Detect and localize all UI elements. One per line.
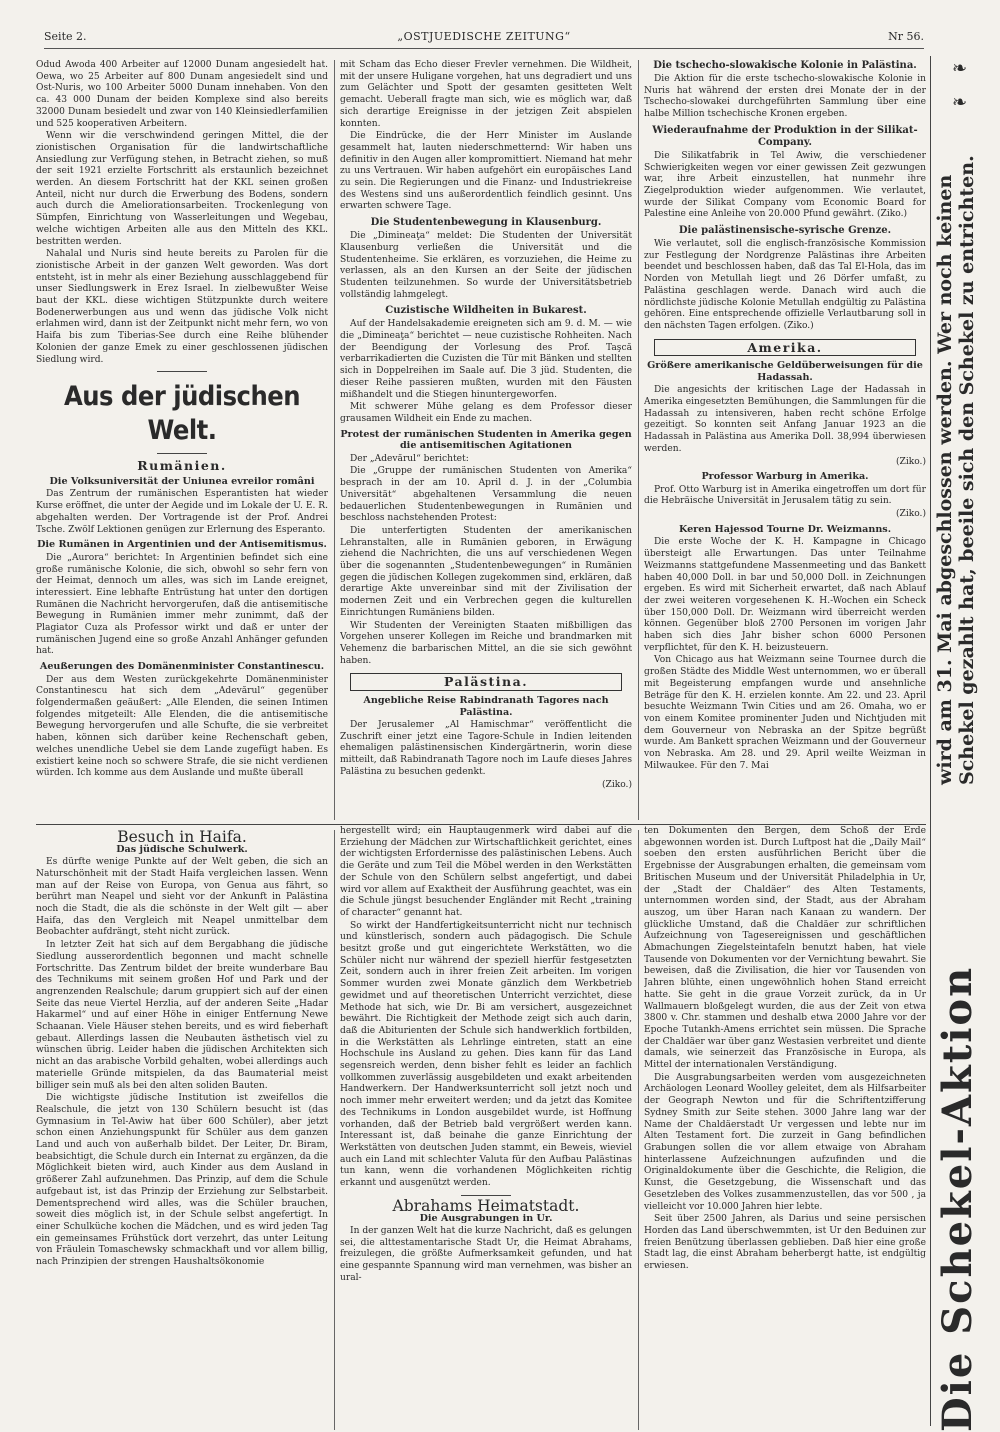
paragraph: mit Scham das Echo dieser Frevler vernehmen. Die Wildheit, mit der unsere Huligane vorgehen, hat uns degradiert und uns zum Gelächter und Spott der gesamten gesitteten Welt gemacht. Ueberall fragte man sich, wie es möglich war, daß sich derartige Ereignisse in der jetzigen Zeit abspielen konnten. xyxy=(340,60,632,129)
signature: (Ziko.) xyxy=(895,509,926,520)
article-title: Besuch in Haifa. xyxy=(117,830,247,846)
advertisement-line: Schekel gezahlt hat, beeile sich den Schekel zu entrichten. xyxy=(956,155,978,785)
paragraph: Wir Studenten der Vereinigten Staaten mißbilligen das Vorgehen unserer Kollegen im Reiche und brandmarken mit Vehemenz die barbarischen Mittel, an die sie sich gewöhnt haben. xyxy=(340,620,632,666)
article-subtitle: Das jüdische Schulwerk. xyxy=(116,843,248,855)
column-rule xyxy=(638,830,639,1430)
page-number: Seite 2. xyxy=(44,30,87,43)
paragraph: Nahalal und Nuris sind heute bereits zu Parolen für die zionistische Arbeit in der ganzen Welt geworden. Was dort entsteht, ist in mehr als einer Beziehung ausschlaggebend für unser Siedlungswerk in Erez Israel. In zielbewußter Weise baut der KKL. diese wichtigen Stützpunkte durch weitere Bodenerwerbungen aus und wenn das jüdische Volk nicht erlahmen wird, dann ist der Zeitpunkt nicht mehr fern, wo von Haifa bis zum Tiberias-See durch eine Reihe blühender Kolonien der ganze Emek zu einer geschlossenen jüdischen Siedlung wird. xyxy=(36,249,328,365)
lower-column-2 xyxy=(340,826,632,1430)
paragraph: Wie verlautet, soll die englisch-französische Kommission zur Festlegung der Nordgrenze Palästinas ihre Arbeiten beendet und beschlossen haben, daß das Tal El-Hola, das im Norden von Metullah liegt und 26 Dörfer umfaßt, zu Palästina geschlagen werde. Danach wird auch die nördlichste jüdische Kolonie Metullah endgültig zu Palästina gehören. Eine entsprechende offizielle Verlautbarung soll in den nächsten Tagen erfolgen. (Ziko.) xyxy=(644,239,926,331)
paragraph: Der „Adevărul“ berichtet: xyxy=(350,453,469,464)
article-headline: Die palästinensische-syrische Grenze. xyxy=(678,225,892,237)
country-heading: Rumänien. xyxy=(137,458,227,474)
article-headline: Angebliche Reise Rabindranath Tagores nach Palästina. xyxy=(363,695,609,718)
schekel-advertisement xyxy=(930,40,990,1430)
paragraph: Die erste Woche der K. H. Kampagne in Chicago übersteigt alle Erwartungen. Das unter Teilnahme Weizmanns stattgefundene Massenmeeting und das Bankett haben 40,000 Doll. in bar und 50,000 Doll. in Zeichnungen ergeben. Es wird mit Sicherheit erwartet, daß nach Ablauf der zwei weiteren vorgesehenen K. H.-Wochen ein Scheck über 150,000 Doll. Dr. Weizmann wird überreicht werden können. Gegenüber bloß 2700 Personen im vorigen Jahr haben sich dies Jahr bisher schon 6000 Personen verpflichtet, für den K. H. beizusteuern. xyxy=(644,537,926,653)
paragraph: Auf der Handelsakademie ereigneten sich am 9. d. M. — wie die „Dimineaţa“ berichtet — neue cuzistische Rohheiten. Nach der Beendigung der Vorlesung des Prof. Taşcă verbarrikadierten die Cuzisten die Tür mit Bänken und stellten sich in Doppelreihen im Saale auf. Die 3 jüd. Studenten, die dieser Reihe passieren mußten, wurden mit den Fäusten mißhandelt und die Stiegen hinuntergeworfen. xyxy=(340,319,632,400)
paragraph: So wirkt der Handfertigkeitsunterricht nicht nur technisch und künstlerisch, sondern auch pädagogisch. Die Schule besitzt große und gut eingerichtete Werkstätten, wo die Schüler nicht nur während der speziell hierfür festgesetzten Zeit, sondern auch in ihrer freien Zeit arbeiten. Im vorigen Sommer wurden zwei Monate gänzlich dem Werkbetrieb gewidmet und auf theoretischen Unterricht verzichtet, diese Methode hat sich, wie Dr. Bi am versichert, ausgezeichnet bewährt. Die Richtigkeit der Methode zeigt sich auch darin, daß die Abiturienten der Schule sich handwerklich fortbilden, in die Werkstätten als Lehrlinge eintreten, statt an eine Hochschule ins Ausland zu gehen. Dies kann für das Land segensreich werden, denn bisher fehlt es leider an fachlich vollkommen zuverlässig ausgebildeten und exakt arbeitenden Handwerkern. Der Handwerksunterricht soll jetzt noch und noch immer mehr erweitert werden; und da jetzt das Komitee des Technikums in London ausgebildet wurde, ist Hoffnung vorhanden, daß der Betrieb bald vergrößert werden kann. Interessant ist, daß beinahe die ganze Einrichtung der Werkstätten von deutschen Juden stammt, ein Beweis, wieviel auch ein Land mit schlechter Valuta für den Aufbau Palästinas tun kann, wenn die vorhandenen Möglichkeiten richtig erkannt und ausgenützt werden. xyxy=(340,920,632,1189)
lower-column-3 xyxy=(644,826,926,1430)
paragraph: Es dürfte wenige Punkte auf der Welt geben, die sich an Naturschönheit mit der Stadt Haifa vergleichen lassen. Wenn man auf der Reise von Europa, von Genua aus fährt, so berührt man Neapel und sieht vor der Ankunft in Palästina noch die Stadt, die als die schönste in der Welt gilt — aber Haifa, das den Vergleich mit Neapel unmittelbar dem Beobachter aufdrängt, steht nicht zurück. xyxy=(36,857,328,938)
signature: (Ziko.) xyxy=(601,779,632,790)
newspaper-title: „OSTJUEDISCHE ZEITUNG“ xyxy=(397,30,571,43)
paragraph: Prof. Otto Warburg ist in Amerika eingetroffen um dort für die Hebräische Universität in Jerusalem tätig zu sein. xyxy=(644,484,926,507)
paragraph: Die Ausgrabungsarbeiten werden vom ausgezeichneten Archäologen Leonard Woolley geleitet, dem als Hilfsarbeiter der Geograph Newton und für die Schriftentzifferung Sydney Smith zur Seite stehen. 3000 Jahre lang war der Name der Chaldäerstadt Ur vergessen und lebte nur im Alten Testament fort. Die zurzeit in Gang befindlichen Grabungen sollen die vor allem etwaige von Abraham hinterlassene Aufzeichnungen aufzufinden und die Originaldokumente über die Geschichte, die Religion, die Kunst, die Gesetzgebung, die Wissenschaft und das Gesetzleben des Volkes zusammenzustellen, das vor 500 , ja vielleicht vor 10.000 Jahren hier lebte. xyxy=(644,1072,926,1212)
paragraph: ten Dokumenten den Bergen, dem Schoß der Erde abgewonnen worden ist. Durch Luftpost hat die „Daily Mail“ soeben den ersten ausführlichen Bericht über die Ergebnisse der Ausgrabungen erhalten, die gemeinsam vom Britischen Museum und der Universität Philadelphia in Ur, der „Stadt der Chaldäer“ des Alten Testaments, unternommen worden sind, der Stadt, aus der Abraham auszog, um über Haran nach Kanaan zu wandern. Der glückliche Umstand, daß die Chaldäer zur schriftlichen Aufzeichnung von Tagesereignissen und geschäftlichen Abmachungen Ziegelsteintafeln benutzt haben, hat viele Tausende von Dokumenten vor der Vernichtung bewahrt. Sie beweisen, daß die Zivilisation, die hier vor Tausenden von Jahren blühte, einen ungewöhnlich hohen Stand erreicht hatte. Sie geht in die graue Vorzeit zurück, da in Ur Wallmauern bloßgelegt wurden, die aus der Zeit von etwa 3800 v. Chr. stammen und deshalb etwa 2000 Jahre vor der Epoche Tutankh-Amens errichtet sein müssen. Die Sprache der Chaldäer war über ganz Westasien verbreitet und diente damals, wie seinerzeit das Französische in Europa, als Mittel der internationalen Verständigung. xyxy=(644,826,926,1071)
paragraph: Odud Awoda 400 Arbeiter auf 12000 Dunam angesiedelt hat. Oewa, wo 25 Arbeiter auf 800 Dunam angesiedelt sind und Ost-Nuris, wo 100 Arbeiter 5000 Dunam innehaben. Von den ca. 43 000 Dunam der beiden Komplexe sind also bereits 32000 Dunam besiedelt und zwar von 140 Kleinsiedlerfamilien und 525 kooperativen Arbeitern. xyxy=(36,60,328,129)
ornament-icon: ❧ xyxy=(952,92,968,113)
advertisement-line: wird am 31. Mai abgeschlossen werden. Wer noch keinen xyxy=(934,174,956,785)
paragraph: In letzter Zeit hat sich auf dem Bergabhang die jüdische Siedlung ausserordentlich begonnen und macht schnelle Fortschritte. Das Zentrum bildet der breite wunderbare Bau des Technikums mit seinem großen Hof und Park und der angrenzenden Realschule; darum gruppiert sich auf der einen Seite das neue Viertel Herzlia, auf der anderen Seite „Hadar Hakarmel“ und auf einer Höhe in einiger Entfernung Newe Schaanan. Viele Häuser stehen bereits, und es wird fieberhaft gebaut. Allerdings lassen die Neubauten ästhetisch viel zu wünschen übrig. Leider haben die jüdischen Architekten sich nicht an das arabische Vorbild gehalten, wobei allerdings auch materielle Gründe mitspielen, da das Baumaterial meist billiger sein muß als bei den alten soliden Bauten. xyxy=(36,940,328,1091)
paragraph: In der ganzen Welt hat die kurze Nachricht, daß es gelungen sei, die alttestamentarische Stadt Ur, die Heimat Abrahams, freizulegen, die größte Aufmerksamkeit gefunden, und hat eine gespannte Spannung wird man vernehmen, was bisher an ural- xyxy=(340,1226,632,1283)
paragraph: Die unterfertigten Studenten der amerikanischen Lehranstalten, alle in Rumänien geboren, in Erwägung ziehend die Nachrichten, die uns auf verschiedenen Wegen über die sogenannten „Studentenbewegungen“ in Rumänien gegen die jüdischen Kollegen zugekommen sind, erklären, daß derartige Akte unvereinbar sind mit der Zivilisation der modernen Zeit und ein Verbrechen gegen die kulturellen Einrichtungen Rumäniens bilden. xyxy=(340,525,632,618)
article-headline: Die Studentenbewegung in Klausenburg. xyxy=(370,217,602,229)
column-1 xyxy=(36,60,328,820)
paragraph: Der Jerusalemer „Al Hamischmar“ veröffentlicht die Zuschrift einer jetzt eine Tagore-Schule in Indien leitenden ehemaligen palästinensischen Kindergärtnerin, worin diese mitteilt, daß Rabindranath Tagore noch im Laufe dieses Jahres Palästina zu besuchen gedenkt. xyxy=(340,720,632,777)
article-headline: Aeußerungen des Domänenminister Constantinescu. xyxy=(39,661,325,673)
signature: (Ziko.) xyxy=(895,456,926,467)
paragraph: Der aus dem Westen zurückgekehrte Domänenminister Constantinescu hat sich dem „Adevărul“ gegenüber folgendermaßen geäußert: „Alle Elenden, die seinen Intimen folgendes mitgeteilt: Alle Elenden, die die antisemitische Bewegung hervorgerufen und alle Schufte, die sie verbreitet haben, können sich darüber keine Rechenschaft geben, welches unendliche Uebel sie dem Lande zugefügt haben. Es existiert keine noch so schwere Strafe, die sie nicht verdienen würden. Ich komme aus dem Auslande und mußte überall xyxy=(36,674,328,779)
column-rule xyxy=(334,60,335,820)
article-headline: Cuzistische Wildheiten in Bukarest. xyxy=(385,305,587,317)
paragraph: Die „Dimineaţa“ meldet: Die Studenten der Universität Klausenburg verließen die Universität und die Studentenheime. Sie erklären, es vorzuziehen, die Heime zu verlassen, als an den Kursen an der Seite der jüdischen Studenten teilzunehmen. So wurde der Universitätsbetrieb vollständig lahmgelegt. xyxy=(340,231,632,300)
article-headline: Wiederaufnahme der Produktion in der Silikat-Company. xyxy=(652,124,918,148)
paragraph: Die Silikatfabrik in Tel Awiw, die verschiedener Schwierigkeiten wegen vor einer gewissen Zeit gezwungen war, ihre Arbeit einzustellen, hat nunmehr ihre Ziegelproduktion wieder aufgenommen. Wie verlautet, wurde der Silikat Company vom Economic Board for Palestine eine Anleihe von 20.000 Pfund gewährt. (Ziko.) xyxy=(644,150,926,220)
article-headline: Protest der rumänischen Studenten in Amerika gegen die antisemitischen Agitationen xyxy=(340,428,632,452)
article-headline: Keren Hajessod Tourne Dr. Weizmanns. xyxy=(678,523,892,535)
paragraph: Die „Gruppe der rumänischen Studenten von Amerika“ besprach in der am 10. April d. J. in der „Columbia Universität“ abgehaltenen Versammlung die neuen bedauerlichen Studentenbewegungen in Rumänien und beschloss nachstehenden Protest: xyxy=(340,466,632,524)
article-headline: Die tschecho-slowakische Kolonie in Palästina. xyxy=(653,60,917,71)
divider xyxy=(157,453,207,454)
country-heading: Palästina. xyxy=(350,673,622,691)
paragraph: Das Zentrum der rumänischen Esperantisten hat wieder Kurse eröffnet, die unter der Aegide und im Lokale der U. E. R. abgehalten werden. Der Vortragende ist der Prof. Andrei Tsche. Zwölf Lektionen genügen zur Erlernung des Esperanto. xyxy=(36,489,328,535)
advertisement-title: Die Schekel-Aktion xyxy=(934,965,981,1432)
paragraph: Die angesichts der kritischen Lage der Hadassah in Amerika eingesetzten Bemühungen, die Sammlungen für die Hadassah zu intensiveren, haben recht schöne Erfolge gezeitigt. So konnten seit Anfang Januar 1923 an die Hadassah in Palästina aus Amerika Doll. 38,994 überwiesen werden. xyxy=(644,385,926,454)
column-2 xyxy=(340,60,632,820)
paragraph: Die Aktion für die erste tschecho-slowakische Kolonie in Nuris hat während der ersten drei Monate der in der Tschecho-slowakei durchgeführten Sammlung über eine halbe Million tschechische Kronen ergeben. xyxy=(644,74,926,120)
advertisement-subtext xyxy=(934,155,978,785)
article-headline: Professor Warburg in Amerika. xyxy=(701,471,869,483)
paragraph: Die „Aurora“ berichtet: In Argentinien befindet sich eine große rumänische Kolonie, die sich, obwohl so sehr fern von der Heimat, dennoch um alles, was sich im Lande ereignet, interessiert. Eine lebhafte Entrüstung hat unter den dortigen Rumänen die Nachricht hervorgerufen, daß die antisemitische Bewegung in Rumänien immer mehr zunimmt, daß der Plagiator Cuza als Professor wirkt und daß er unter der rumänischen Jugend eine so große Anzahl Anhänger gefunden hat. xyxy=(36,552,328,657)
article-headline: Größere amerikanische Geldüberweisungen für die Hadassah. xyxy=(647,360,923,383)
paragraph: Wenn wir die verschwindend geringen Mittel, die der zionistischen Organisation für die landwirtschaftliche Ansiedlung zur Verfügung stehen, in Betracht ziehen, so muß der seit 1921 erzielte Fortschritt als erstaunlich bezeichnet werden. An diesem Fortschritt hat der KKL seinen großen Anteil, nicht nur durch die Erwerbung des Bodens, sondern auch durch die Ameliorationsarbeiten. Trockenlegung von Sümpfen, Einrichtung von Wasserleitungen und Wegebau, welche wichtigen Arbeiten alle aus den Mitteln des KKL. bestritten werden. xyxy=(36,131,328,247)
section-rule xyxy=(36,824,926,825)
article-headline: Die Volksuniversität der Uniunea evreilor români xyxy=(49,475,315,487)
issue-number: Nr 56. xyxy=(888,30,924,43)
article-title: Abrahams Heimatstadt. xyxy=(392,1196,580,1215)
paragraph: Mit schwerer Mühe gelang es dem Professor dieser grausamen Wildheit ein Ende zu machen. xyxy=(340,402,632,424)
divider xyxy=(461,1195,511,1196)
page-header xyxy=(44,28,924,49)
divider xyxy=(157,371,207,372)
article-headline: Die Rumänen in Argentinien und der Antisemitismus. xyxy=(37,539,327,551)
paragraph: hergestellt wird; ein Hauptaugenmerk wird dabei auf die Erziehung der Mädchen zur Wirtschaftlichkeit gerichtet, eines der wichtigsten Erfordernisse des palästinischen Lebens. Auch die Geräte und zum Teil die Möbel werden in den Werkstätten der Schule von den Schülern selbst angefertigt, und dabei wird vor allem auf Exaktheit der Ausführung geachtet, was ein die Schule jüngst besuchender Engländer mit Recht „training of character“ genannt hat. xyxy=(340,826,632,918)
column-rule xyxy=(334,830,335,1430)
article-subtitle: Die Ausgrabungen in Ur. xyxy=(419,1212,553,1224)
column-3 xyxy=(644,60,926,820)
section-heading: Aus der jüdischen Welt. xyxy=(63,381,301,447)
paragraph: Von Chicago aus hat Weizmann seine Tournee durch die großen Städte des Middle West unternommen, wo er überall mit Begeisterung empfangen wurde und ansehnliche Beträge für den K. H. erzielen konnte. Am 22. und 23. April besuchte Weizmann Twin Cities und am 26. Omaha, wo er von einem Komitee prominenter Juden und Nichtjuden mit dem Gouverneur von Nebraska an der Spitze begrüßt wurde. Am Bankett sprachen Weizmann und der Gouverneur von Nebraska. Am 28. und 29. April weilte Weizman in Milwaukee. Für den 7. Mai xyxy=(644,655,926,771)
ornament-icon: ❧ xyxy=(952,58,968,79)
lower-column-1 xyxy=(36,830,328,1430)
country-heading: Amerika. xyxy=(654,339,916,357)
paragraph: Die wichtigste jüdische Institution ist zweifellos die Realschule, die jetzt von 130 Schülern besucht ist (das Gymnasium in Tel-Awiw hat über 600 Schüler), aber jetzt schon einen Anziehungspunkt für Schüler aus dem ganzen Land und auch von außerhalb bildet. Der Leiter, Dr. Biram, beabsichtigt, die Schule durch ein Internat zu ergänzen, da die Möglichkeit bieten wird, auch Kinder aus dem Ausland in größerer Zahl aufzunehmen. Das Prinzip, auf dem die Schule aufgebaut ist, ist das Prinzip der Erziehung zur Selbstarbeit. Dementsprechend wird alles, was die Schüler brauchen, soweit dies möglich ist, in der Schule selbst angefertigt. In einer Schulküche kochen die Mädchen, und es wird jeden Tag ein gemeinsames Frühstück dort verzehrt, das unter Leitung von Fräulein Tomaschewsky schmackhaft und vor allem billig, nach Prinzipien der strengen Haushaltsökonomie xyxy=(36,1093,328,1268)
paragraph: Seit über 2500 Jahren, als Darius und seine persischen Horden das Land überschwemmten, ist Ur den Beduinen zur freien Benützung überlassen geblieben. Daß hier eine große Stadt lag, die einst Abraham beherbergt hatte, ist endgültig erwiesen. xyxy=(644,1214,926,1272)
column-rule xyxy=(638,60,639,820)
paragraph: Die Eindrücke, die der Herr Minister im Auslande gesammelt hat, lauten niederschmetternd: Wir haben uns definitiv in den Augen aller kompromittiert. Niemand hat mehr zu uns Vertrauen. Wir haben aufgehört ein europäisches Land zu sein. Die Regierungen und die Finanz- und Industriekreise des Westens sind uns außerordentlich feindlich gesinnt. Uns erwarten schwere Tage. xyxy=(340,131,632,212)
